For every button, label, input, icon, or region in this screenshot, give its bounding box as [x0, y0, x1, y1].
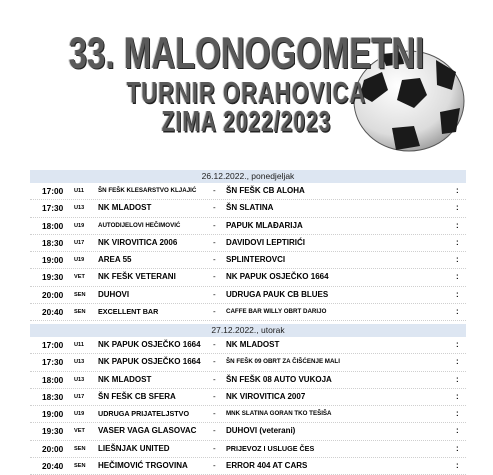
dash: - — [213, 237, 216, 247]
day-schedule-1 — [30, 170, 466, 321]
home-team: LIEŠNJAK UNITED — [98, 443, 170, 453]
match-score: : — [456, 237, 459, 247]
dash: - — [213, 203, 216, 213]
match-time: 18:00 — [42, 220, 64, 231]
dash: - — [213, 186, 216, 195]
away-team: ŠN FEŠK 09 OBRT ZA ČIŠĆENJE MALI — [226, 358, 340, 366]
away-team: NK PAPUK OSJEČKO 1664 — [226, 272, 329, 282]
match-category: U13 — [74, 376, 85, 383]
table-row — [30, 458, 466, 475]
table-row — [30, 200, 466, 217]
table-row — [30, 372, 466, 389]
away-team: NK MLADOST — [226, 340, 280, 349]
match-category: VET — [74, 274, 85, 281]
match-category: U17 — [74, 393, 85, 400]
match-score: : — [456, 374, 459, 384]
away-team: ŠN FEŠK CB ALOHA — [226, 186, 305, 195]
dash: - — [213, 461, 216, 471]
home-team: HEČIMOVIĆ TRGOVINA — [98, 461, 188, 471]
match-category: VET — [74, 428, 85, 435]
home-team: ŠN FEŠK CB SFERA — [98, 391, 176, 401]
match-time: 20:00 — [42, 289, 64, 300]
dash: - — [213, 357, 216, 367]
away-team: CAFFE BAR WILLY OBRT DARIJO — [226, 308, 327, 316]
dash: - — [213, 409, 216, 419]
match-time: 20:00 — [42, 443, 64, 454]
away-team: DAVIDOVI LEPTIRIĆI — [226, 237, 305, 247]
match-time: 18:30 — [42, 237, 64, 248]
poster-title-line3: ZIMA 2022/2023 — [161, 106, 332, 138]
dash: - — [213, 272, 216, 282]
match-time: 18:30 — [42, 391, 64, 402]
day-date: 27.12.2022., utorak — [30, 324, 466, 337]
match-score: : — [456, 357, 459, 367]
match-category: U19 — [74, 257, 85, 264]
home-team: DUHOVI — [98, 289, 130, 299]
away-team: ŠN FEŠK 08 AUTO VUKOJA — [226, 374, 332, 384]
table-row — [30, 287, 466, 304]
match-time: 19:30 — [42, 426, 64, 437]
dash: - — [213, 307, 216, 317]
poster-title-line1: 33. MALONOGOMETNI — [68, 27, 425, 78]
match-category: U11 — [74, 342, 84, 348]
dash: - — [213, 340, 216, 349]
match-time: 17:30 — [42, 203, 64, 214]
match-score: : — [456, 391, 459, 401]
match-time: 20:40 — [42, 461, 64, 472]
dash: - — [213, 426, 216, 436]
match-time: 18:00 — [42, 374, 64, 385]
table-row — [30, 183, 466, 200]
table-row — [30, 218, 466, 235]
home-team: NK FEŠK VETERANI — [98, 272, 176, 282]
away-team: ŠN SLATINA — [226, 203, 274, 213]
match-category: U13 — [74, 359, 85, 366]
match-score: : — [456, 220, 459, 230]
match-time: 17:00 — [42, 340, 64, 350]
away-team: PRIJEVOZ I USLUGE ČES — [226, 443, 315, 453]
away-team: DUHOVI (veterani) — [226, 426, 296, 436]
home-team: AUTODIJELOVI HEČIMOVIĆ — [98, 221, 181, 229]
match-score: : — [456, 426, 459, 436]
match-category: U19 — [74, 222, 85, 229]
dash: - — [213, 255, 216, 265]
dash: - — [213, 289, 216, 299]
match-time: 20:40 — [42, 307, 64, 318]
match-category: SEN — [74, 463, 86, 470]
day-schedule-2 — [30, 324, 466, 475]
table-row — [30, 304, 466, 321]
table-row — [30, 269, 466, 286]
home-team: VASER VAGA GLASOVAC — [98, 426, 197, 436]
match-score: : — [456, 443, 459, 453]
home-team: NK MLADOST — [98, 203, 152, 213]
away-team: ERROR 404 AT CARS — [226, 461, 308, 471]
match-score: : — [456, 203, 459, 213]
match-category: SEN — [74, 291, 86, 298]
match-time: 19:00 — [42, 409, 64, 420]
match-category: U17 — [74, 239, 85, 246]
poster-title-line2: TURNIR ORAHOVICA — [126, 75, 367, 110]
match-score: : — [456, 340, 459, 349]
table-row — [30, 337, 466, 354]
away-team: MNK SLATINA GORAN TKO TEŠIŠA — [226, 410, 332, 418]
home-team: EXCELLENT BAR — [98, 307, 159, 317]
match-score: : — [456, 409, 459, 419]
day-date: 26.12.2022., ponedjeljak — [30, 170, 466, 183]
away-team: NK VIROVITICA 2007 — [226, 391, 306, 401]
match-time: 17:30 — [42, 357, 64, 368]
away-team: PAPUK MLAĐARIJA — [226, 220, 303, 230]
match-category: SEN — [74, 309, 86, 316]
match-time: 19:30 — [42, 272, 64, 283]
table-row — [30, 423, 466, 440]
table-row — [30, 406, 466, 423]
away-team: UDRUGA PAUK CB BLUES — [226, 289, 329, 299]
home-team: NK PAPUK OSJEČKO 1664 — [98, 340, 201, 349]
match-score: : — [456, 272, 459, 282]
match-time: 17:00 — [42, 186, 64, 196]
match-score: : — [456, 255, 459, 265]
match-category: U11 — [74, 188, 84, 194]
home-team: ŠN FEŠK KLESARSTVO KLJAJIĆ — [98, 187, 197, 194]
poster-header — [0, 0, 493, 150]
home-team: NK MLADOST — [98, 374, 152, 384]
dash: - — [213, 374, 216, 384]
match-category: U13 — [74, 205, 85, 212]
home-team: AREA 55 — [98, 255, 132, 265]
table-row — [30, 235, 466, 252]
home-team: UDRUGA PRIJATELJSTVO — [98, 409, 190, 419]
home-team: NK PAPUK OSJEČKO 1664 — [98, 357, 201, 367]
match-score: : — [456, 289, 459, 299]
match-category: SEN — [74, 445, 86, 452]
dash: - — [213, 220, 216, 230]
away-team: SPLINTEROVCI — [226, 255, 286, 265]
match-category: U19 — [74, 411, 85, 418]
dash: - — [213, 443, 216, 453]
dash: - — [213, 391, 216, 401]
match-score: : — [456, 307, 459, 317]
home-team: NK VIROVITICA 2006 — [98, 237, 178, 247]
table-row — [30, 252, 466, 269]
table-row — [30, 389, 466, 406]
match-time: 19:00 — [42, 255, 64, 266]
table-row — [30, 441, 466, 458]
table-row — [30, 354, 466, 371]
match-score: : — [456, 461, 459, 471]
match-score: : — [456, 186, 459, 195]
